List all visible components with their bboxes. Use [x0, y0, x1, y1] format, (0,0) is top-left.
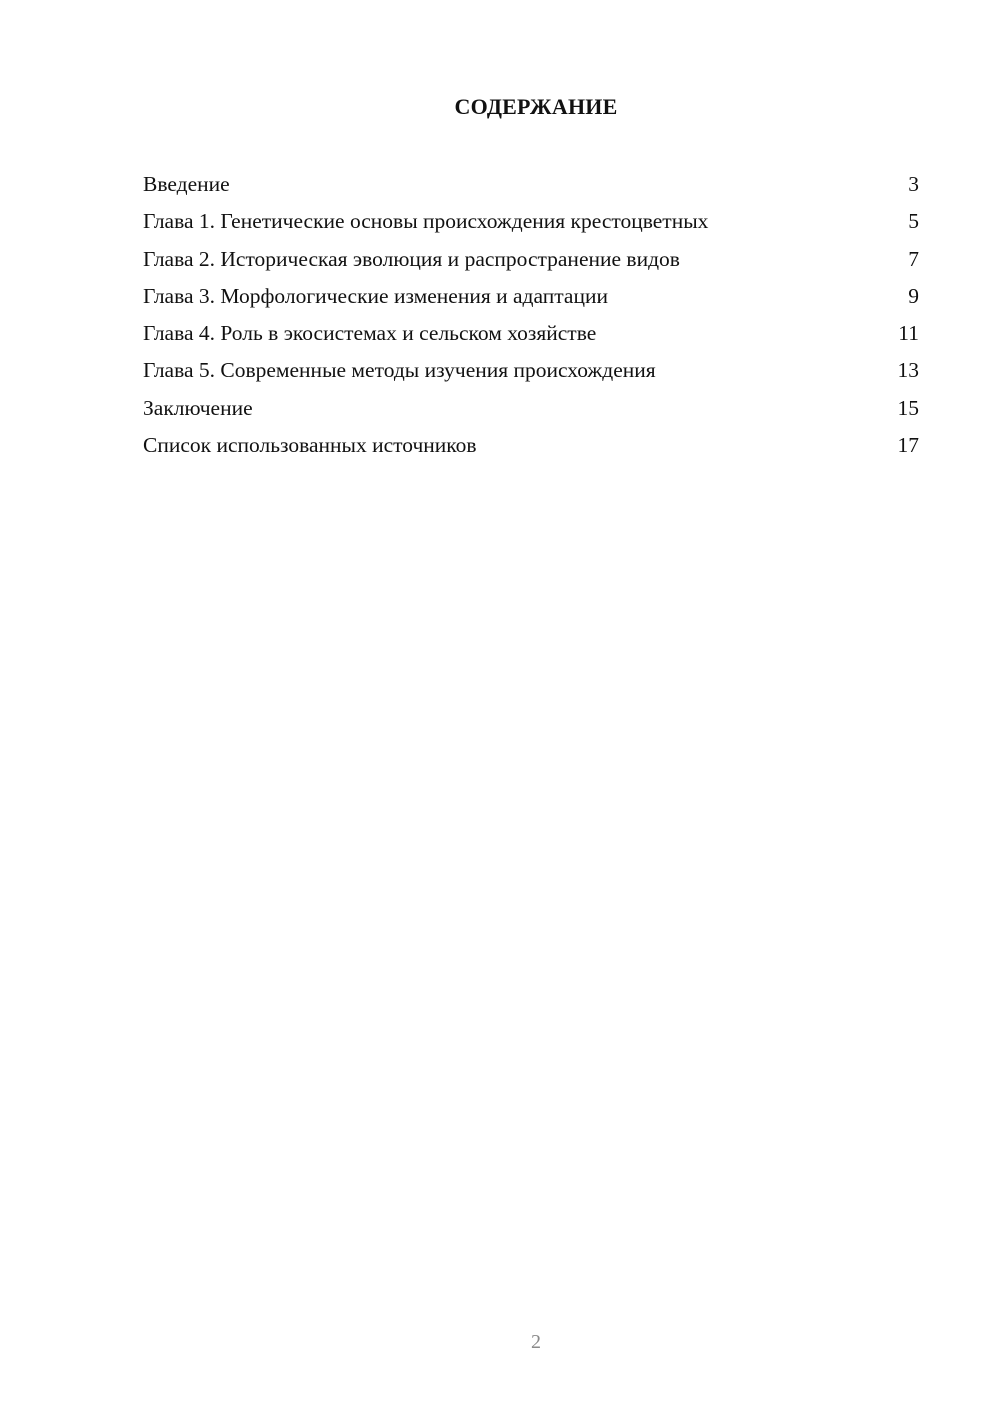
toc-entry-chapter-4[interactable]	[143, 317, 919, 354]
toc-entry-page: 13	[897, 358, 919, 383]
toc-entry-chapter-5[interactable]	[143, 354, 919, 391]
toc-entry-chapter-3[interactable]	[143, 280, 919, 317]
page-title: СОДЕРЖАНИЕ	[454, 94, 618, 119]
toc-entry-label: Глава 2. Историческая эволюция и распространение видов	[143, 246, 680, 271]
toc-entry-introduction[interactable]	[143, 168, 919, 205]
toc-entry-page: 3	[908, 172, 919, 196]
toc-entry-page: 11	[898, 321, 919, 346]
toc-entry-page: 7	[908, 246, 919, 271]
toc-entry-page: 9	[908, 283, 919, 308]
toc-entry-page: 17	[897, 433, 919, 458]
toc-entry-label: Глава 4. Роль в экосистемах и сельском хозяйстве	[143, 321, 597, 346]
toc-entry-label: Глава 1. Генетические основы происхождения крестоцветных	[143, 209, 709, 234]
toc-entry-page: 5	[908, 209, 919, 234]
toc-entry-label: Заключение	[143, 395, 253, 420]
toc-entry-label: Список использованных источников	[143, 433, 477, 458]
toc-entry-conclusion[interactable]	[143, 392, 919, 429]
toc-entry-chapter-1[interactable]	[143, 205, 919, 242]
table-of-contents	[143, 168, 919, 466]
toc-entry-chapter-2[interactable]	[143, 243, 919, 280]
page-number: 2	[531, 1331, 541, 1353]
toc-entry-label: Введение	[143, 172, 230, 196]
toc-entry-label: Глава 3. Морфологические изменения и адаптации	[143, 283, 608, 308]
toc-entry-page: 15	[897, 395, 919, 420]
toc-entry-label: Глава 5. Современные методы изучения происхождения	[143, 358, 656, 383]
toc-entry-references[interactable]	[143, 429, 919, 466]
